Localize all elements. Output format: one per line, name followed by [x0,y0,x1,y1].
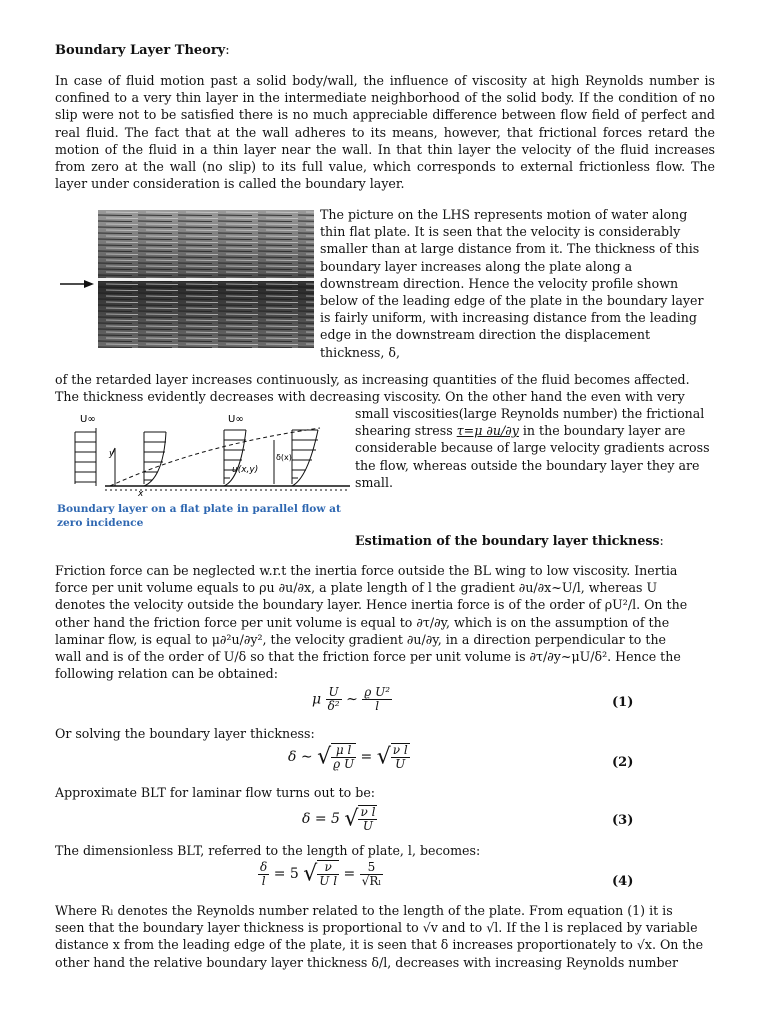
approx-line: Approximate BLT for laminar flow turns out to be: [55,785,376,800]
where-paragraph [55,902,715,971]
text-line: Friction force can be neglected w.r.t the inertia force outside the BL wing to low viscosity. Inertia [55,563,678,578]
estimation-paragraph [55,562,715,682]
u-inf-label-1: U∞ [80,414,96,425]
shear-paragraph: small viscosities(large Reynolds number) the frictional shearing stress τ=μ ∂u/∂y in the boundary layer are considerable because of large velocity gradients across the flow, whereas outside the boundary layer they are small. [355,406,710,490]
u-inf-label-2: U∞ [228,414,244,425]
equation-3: δ = 5 √ $\frac{\text{ν l}}{U}$ [302,805,376,833]
intro-paragraph: In case of fluid motion past a solid body/wall, the influence of viscosity at high Reynolds number is confined to a very thin layer in the intermediate neighborhood of the solid body. If the condition of no slip were not to be satisfied there is no much appreciable difference between flow field of perfect and real fluid. The fact that at the wall adheres to its means, however, that frictional forces retard the motion of the fluid in a thin layer near the wall. In that thin layer the velocity of the fluid increases from zero at the wall (no slip) to its full value, which corresponds to external frictionless flow. The layer under consideration is called the boundary layer. [55,73,715,192]
page-title: Boundary Layer Theory: [55,43,230,58]
text-line: denotes the velocity outside the boundary layer. Hence inertia force is of the order of ρU²/l. On the [55,597,688,613]
text-line: laminar flow, is equal to μ∂²u/∂y², the velocity gradient ∂u/∂y, in a direction perpendicular to the [55,631,667,647]
shear-stress-expression: τ=μ ∂u/∂y [456,423,519,439]
delta-label: δ(x) [276,453,292,462]
text-line: wall and is of the order of U/δ so that the friction force per unit volume is ∂τ/∂y~μU/δ². Hence the [55,649,681,665]
boundary-layer-diagram [60,408,350,500]
equation-1: μ $\frac{U}{\text{δ²}}$ ∼ $\frac{\text{ϱ U²}}{l}$ [312,685,391,713]
equation-4: $\frac{\delta}{l}$ = 5 √ $\frac{\nu}{\text{U l}}$ = $\frac{5}{\text{√Rₗ}}$ [260,859,382,888]
equation-number-2: (2) [612,755,634,770]
solve-line: Or solving the boundary layer thickness: [55,726,315,741]
x-axis-label: x [138,489,144,499]
text-line: other hand the friction force per unit volume is equal to ∂τ/∂y, which is on the assumption of the [55,614,670,630]
equation-number-3: (3) [612,813,634,828]
viscosity-paragraph: of the retarded layer increases continuously, as increasing quantities of the fluid becomes affected. The thickness evidently decreases with decreasing viscosity. On the other hand the even with very [55,372,690,405]
text-line: distance x from the leading edge of the plate, it is seen that δ increases proportionately to √x. On the [55,937,704,953]
figure-caption: Boundary layer on a flat plate in parallel flow at zero incidence [57,503,341,529]
text-line: following relation can be obtained: [55,666,278,682]
dimensionless-line: The dimensionless BLT, referred to the length of plate, l, becomes: [55,843,481,858]
equation-number-1: (1) [612,695,634,710]
equation-2: δ ∼ √ $\frac{\text{μ l}}{\text{ϱ U}}$ = √ $\frac{\text{ν l}}{U}$ [288,743,408,771]
velocity-label: u(x,y) [232,465,259,475]
text-line: Where Rₗ denotes the Reynolds number related to the length of the plate. From equation (1) it is [55,903,673,918]
y-axis-label: y [109,449,115,459]
flow-photo [58,208,314,350]
text-line: force per unit volume equals to ρu ∂u/∂x, a plate length of l the gradient ∂u/∂x~U/l, whereas U [55,580,658,596]
text-line: seen that the boundary layer thickness is proportional to √v and to √l. If the l is replaced by variable [55,920,698,936]
photo-description: The picture on the LHS represents motion of water along thin flat plate. It is seen that the velocity is considerably smaller than at large distance from it. The thickness of this boundary layer increases along the plate along a downstream direction. Hence the velocity profile shown below of the leading edge of the plate in the boundary layer is fairly uniform, with increasing distance from the leading edge in the downstream direction the displacement thickness, δ, [320,207,704,360]
text-line: other hand the relative boundary layer thickness δ/l, decreases with increasing Reynolds number [55,954,679,970]
section-heading: Estimation of the boundary layer thickness: [355,533,664,548]
equation-number-4: (4) [612,874,634,889]
